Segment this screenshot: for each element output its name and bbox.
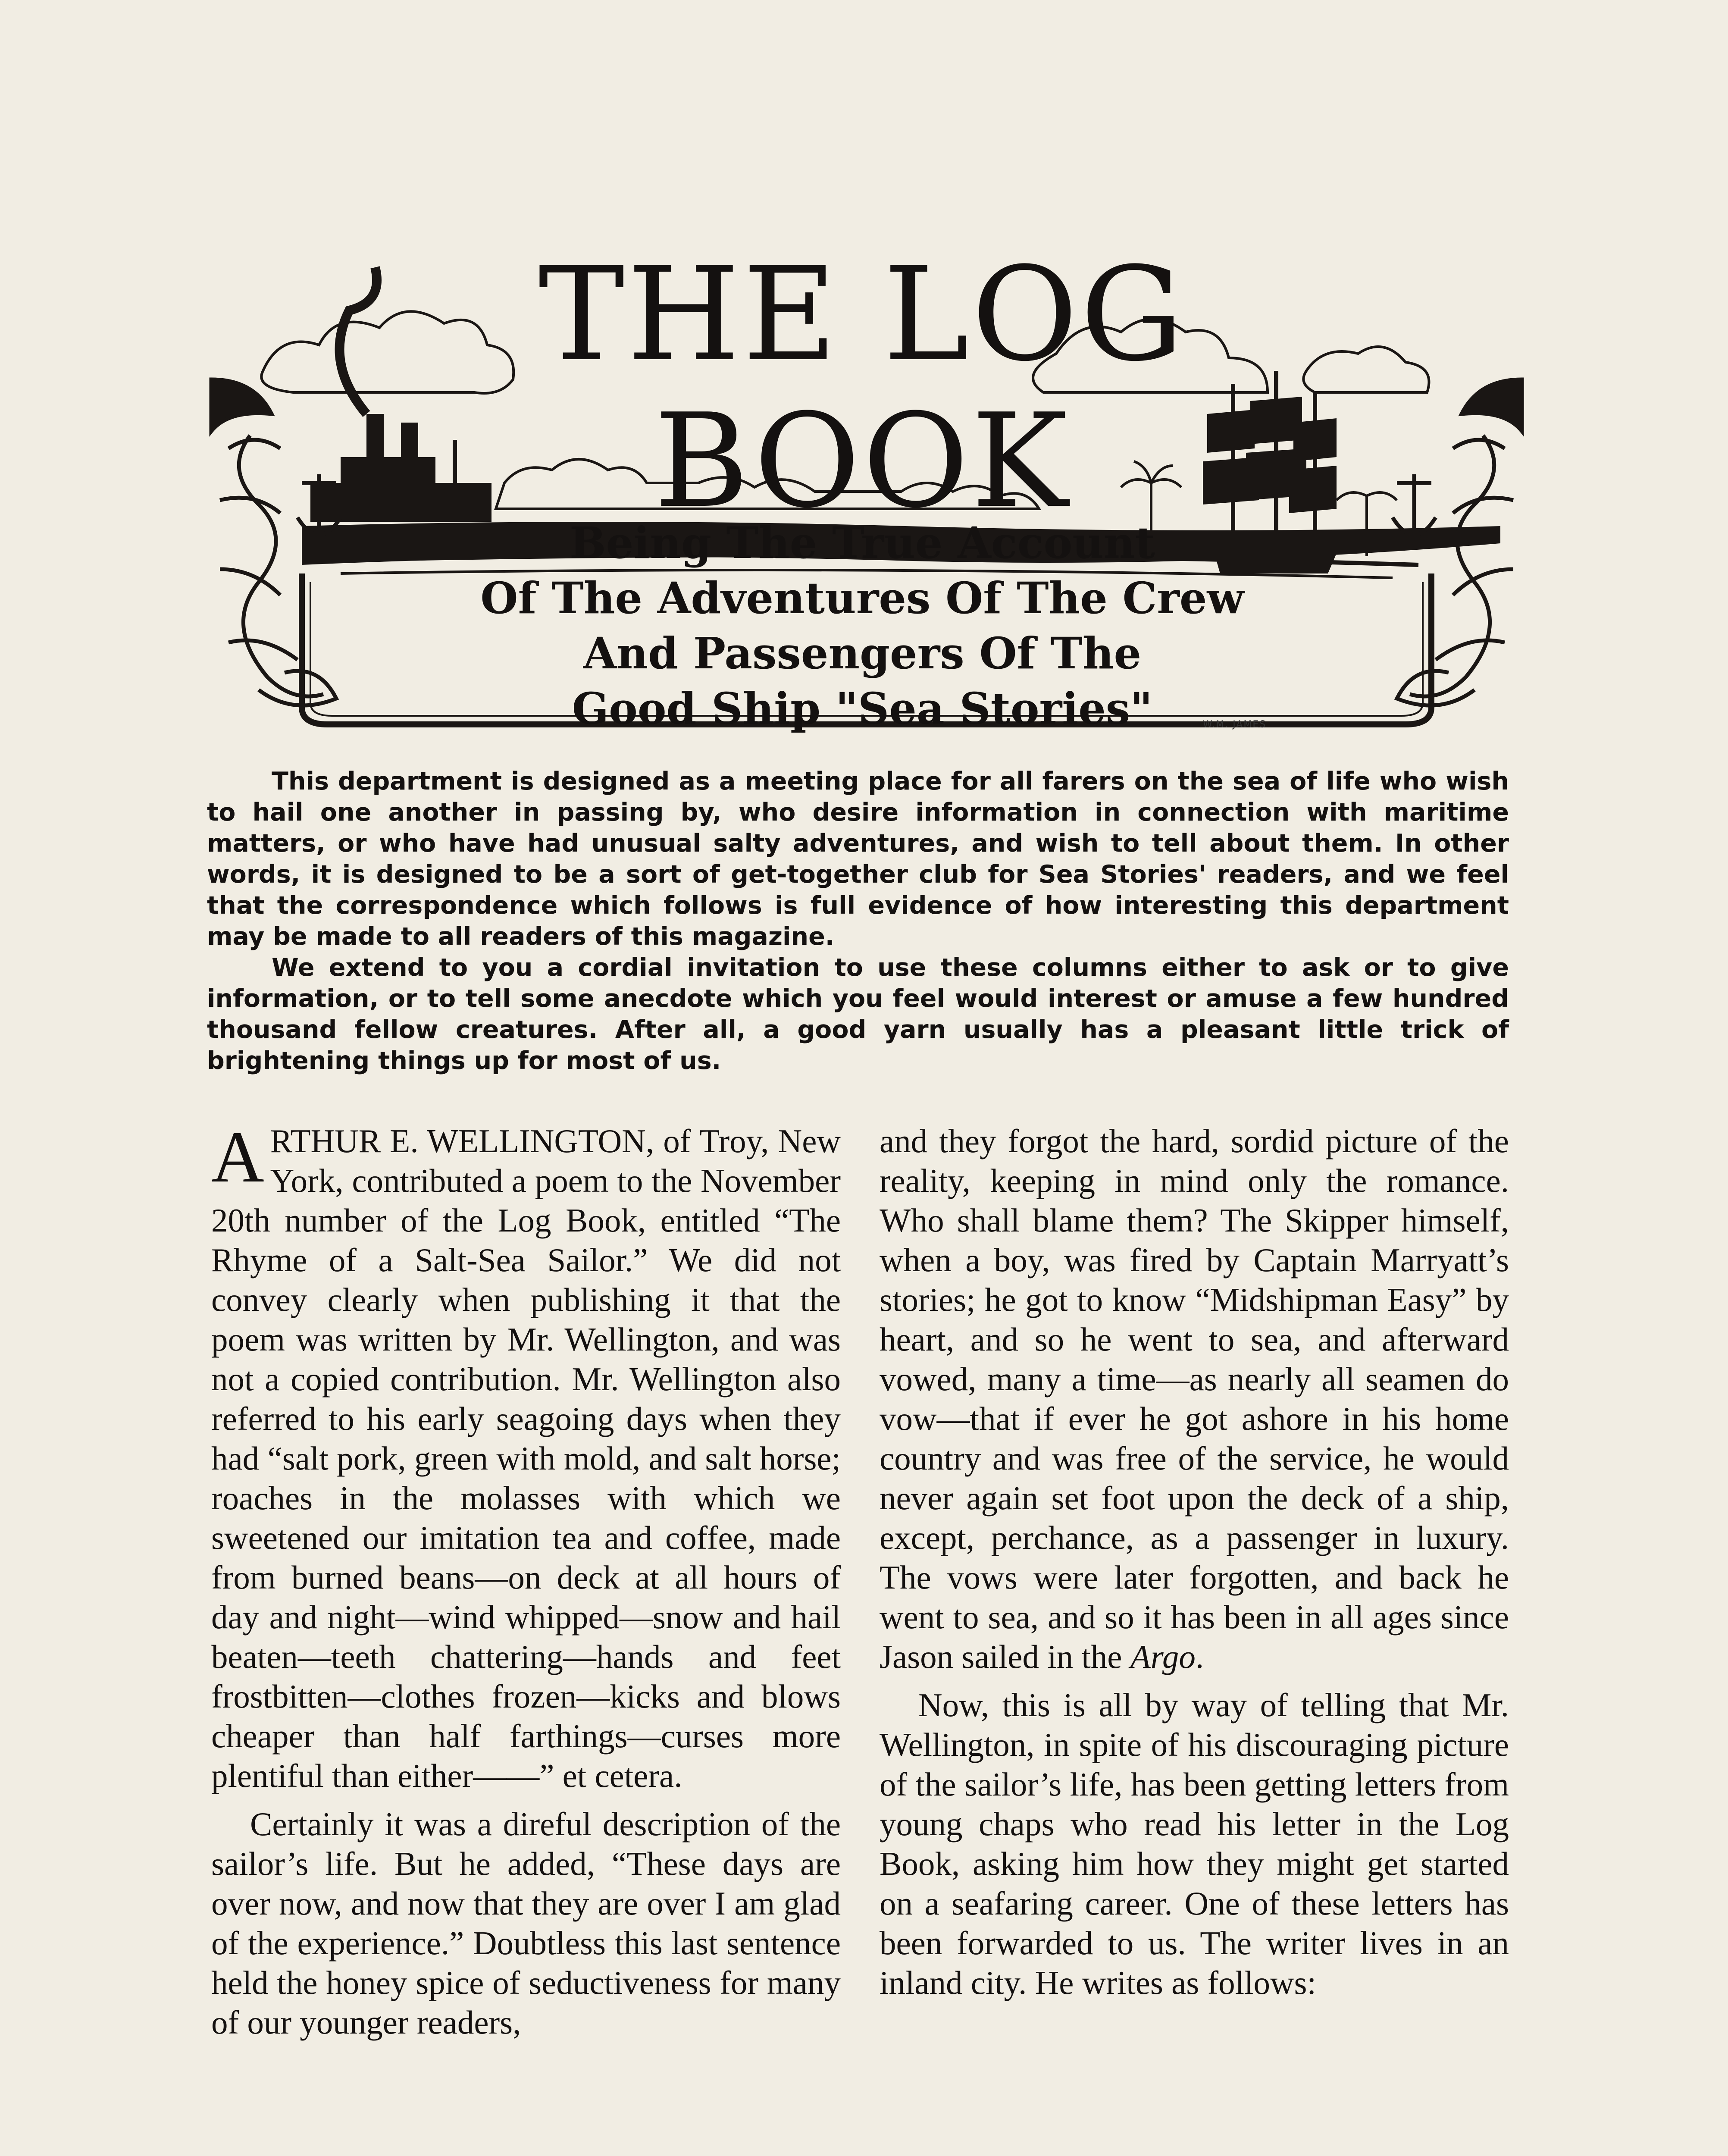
subtitle-line: Of The Adventures Of The Crew — [480, 573, 1244, 624]
subtitle-line: Good Ship "Sea Stories" — [572, 683, 1153, 734]
masthead-subtitle — [453, 515, 1272, 736]
department-intro — [207, 766, 1509, 1076]
article-paragraph — [880, 1121, 1509, 1677]
article-column-right — [880, 1121, 1509, 2002]
article-text: . — [1195, 1638, 1204, 1675]
masthead-title: THE LOG BOOK — [538, 239, 1186, 536]
article-paragraph: Certainly it was a direful description of the sailor’s life. But he added, “These days are over now, and now that they are over I am glad of the experience.” Doubtless this last sentence held the honey spice of seductiveness for many of our younger readers, — [211, 1805, 841, 2041]
steamship-illustration — [310, 267, 491, 522]
ship-name-italic: Argo — [1130, 1638, 1196, 1675]
article-text: and they forgot the hard, sordid picture of the reality, keeping in mind only the romance. Who shall blame them? The Skipper himself, when a boy, was fired by Captain Marryatt’s stories; he got to know “Midshipman Easy” by heart, and so he went to sea, and afterward vowed, many a time—as nearly all seamen do vow—that if ever he got ashore in his home country and was free of the service, he would never again set foot upon the deck of a ship, except, perchance, as a passenger in luxury. The vows were later forgotten, and back he went to sea, and so it has been in all ages since Jason sailed in the — [880, 1122, 1509, 1675]
artist-signature: W.M. JAMES — [1203, 719, 1267, 730]
article-paragraph — [211, 1116, 841, 1796]
intro-paragraph: We extend to you a cordial invitation to use these columns either to ask or to give information, or to tell some anecdote which you feel would interest or amuse a few hundred thousand fellow creatures. After all, a good yarn usually has a pleasant little trick of brightening things up for most of us. — [207, 953, 1509, 1075]
article-column-left — [211, 1116, 841, 2042]
subtitle-line: And Passengers Of The — [583, 628, 1142, 679]
intro-paragraph: This department is designed as a meeting place for all farers on the sea of life who wish to hail one another in passing by, who desire information in connection with maritime matters, or who have had unusual salty adventures, and wish to tell about them. In other words, it is designed to be a sort of get-together club for Sea Stories' readers, and we feel that the correspondence which follows is full evidence of how interesting this department may be made to all readers of this magazine. — [207, 767, 1509, 951]
drop-cap: A — [211, 1116, 264, 1197]
article-paragraph: Now, this is all by way of telling that Mr. Wellington, in spite of his discouraging picture of the sailor’s life, has been getting letters from young chaps who read his letter in the Log Book, asking him how they might get started on a seafaring career. One of these letters has been forwarded to us. The writer lives in an inland city. He writes as follows: — [880, 1686, 1509, 2001]
subtitle-line: Being The True Account — [570, 517, 1155, 568]
article-text: RTHUR E. WELLINGTON, of Troy, New York, contributed a poem to the November 20th number of the Log Book, entitled “The Rhyme of a Salt-Sea Sailor.” We did not convey clearly when publishing it that the poem was written by Mr. Wellington, and was not a copied contribution. Mr. Wellington also referred to his early seagoing days when they had “salt pork, green with mold, and salt horse; roaches in the molasses with which we sweetened our imitation tea and coffee, made from burned beans—on deck at all hours of day and night—wind whipped—snow and hail beaten—teeth chattering—hands and feet frostbitten—clothes frozen—kicks and blows cheaper than half farthings—curses more plentiful than either——” et cetera. — [211, 1122, 841, 1794]
